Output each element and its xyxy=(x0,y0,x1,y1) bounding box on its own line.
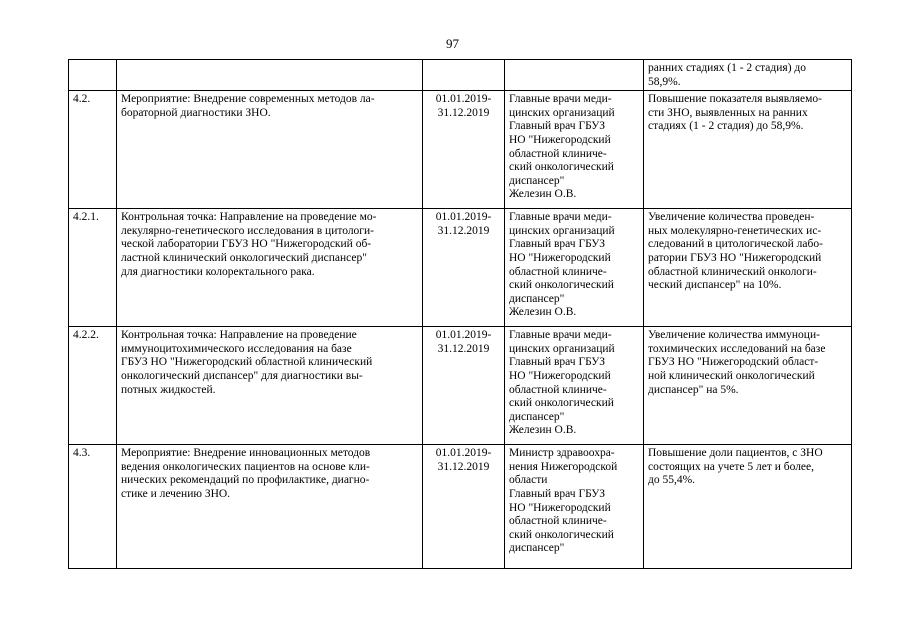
result-cell: Увеличение количества проведен- ных молекулярно-генетических ис- следований в цитологической лабо- ратории ГБУЗ НО "Нижегородский областной клинический онкологи- ческий диспансер" на 10%. xyxy=(644,209,852,327)
dates-cell: 01.01.2019- 31.12.2019 xyxy=(423,445,505,569)
dates-cell: 01.01.2019- 31.12.2019 xyxy=(423,209,505,327)
responsible-cell: Главные врачи меди- цинских организаций Главный врач ГБУЗ НО "Нижегородский областной клиниче- ский онкологический диспансер" Железин О.В. xyxy=(505,327,644,445)
event-cell: Контрольная точка: Направление на проведение иммуноцитохимического исследования на базе ГБУЗ НО "Нижегородский областной клинический онкологический диспансер" для диагностики вы- потных жидкостей. xyxy=(117,327,423,445)
page-number: 97 xyxy=(446,36,459,51)
responsible-cell: Министр здравоохра- нения Нижегородской области Главный врач ГБУЗ НО "Нижегородский областной клиниче- ский онкологический диспансер" xyxy=(505,445,644,569)
item-number-cell: 4.2.1. xyxy=(69,209,117,327)
responsible-cell xyxy=(505,60,644,91)
responsible-cell: Главные врачи меди- цинских организаций Главный врач ГБУЗ НО "Нижегородский областной клиниче- ский онкологический диспансер" Железин О.В. xyxy=(505,91,644,209)
table-row xyxy=(69,327,852,445)
table-row xyxy=(69,209,852,327)
dates-cell: 01.01.2019- 31.12.2019 xyxy=(423,91,505,209)
event-cell: Мероприятие: Внедрение инновационных методов ведения онкологических пациентов на основе кли- нических рекомендаций по профилактике, диагно- стике и лечению ЗНО. xyxy=(117,445,423,569)
item-number-cell: 4.2.2. xyxy=(69,327,117,445)
table-row xyxy=(69,60,852,91)
measures-table xyxy=(68,59,852,569)
event-cell: Мероприятие: Внедрение современных методов ла- бораторной диагностики ЗНО. xyxy=(117,91,423,209)
event-cell xyxy=(117,60,423,91)
item-number-cell xyxy=(69,60,117,91)
result-cell: ранних стадиях (1 - 2 стадия) до 58,9%. xyxy=(644,60,852,91)
event-cell: Контрольная точка: Направление на проведение мо- лекулярно-генетического исследования в цитологи- ческой лаборатории ГБУЗ НО "Нижегородский об- ластной клинический онкологический диспансер" для диагностики колоректального рака. xyxy=(117,209,423,327)
item-number-cell: 4.3. xyxy=(69,445,117,569)
table-row xyxy=(69,445,852,569)
table-row xyxy=(69,91,852,209)
responsible-cell: Главные врачи меди- цинских организаций Главный врач ГБУЗ НО "Нижегородский областной клиниче- ский онкологический диспансер" Железин О.В. xyxy=(505,209,644,327)
item-number-cell: 4.2. xyxy=(69,91,117,209)
result-cell: Повышение доли пациентов, с ЗНО состоящих на учете 5 лет и более, до 55,4%. xyxy=(644,445,852,569)
result-cell: Увеличение количества иммуноци- тохимических исследований на базе ГБУЗ НО "Нижегородский област- ной клинический онкологический диспансер" на 5%. xyxy=(644,327,852,445)
dates-cell xyxy=(423,60,505,91)
result-cell: Повышение показателя выявляемо- сти ЗНО, выявленных на ранних стадиях (1 - 2 стадия) до 58,9%. xyxy=(644,91,852,209)
dates-cell: 01.01.2019- 31.12.2019 xyxy=(423,327,505,445)
